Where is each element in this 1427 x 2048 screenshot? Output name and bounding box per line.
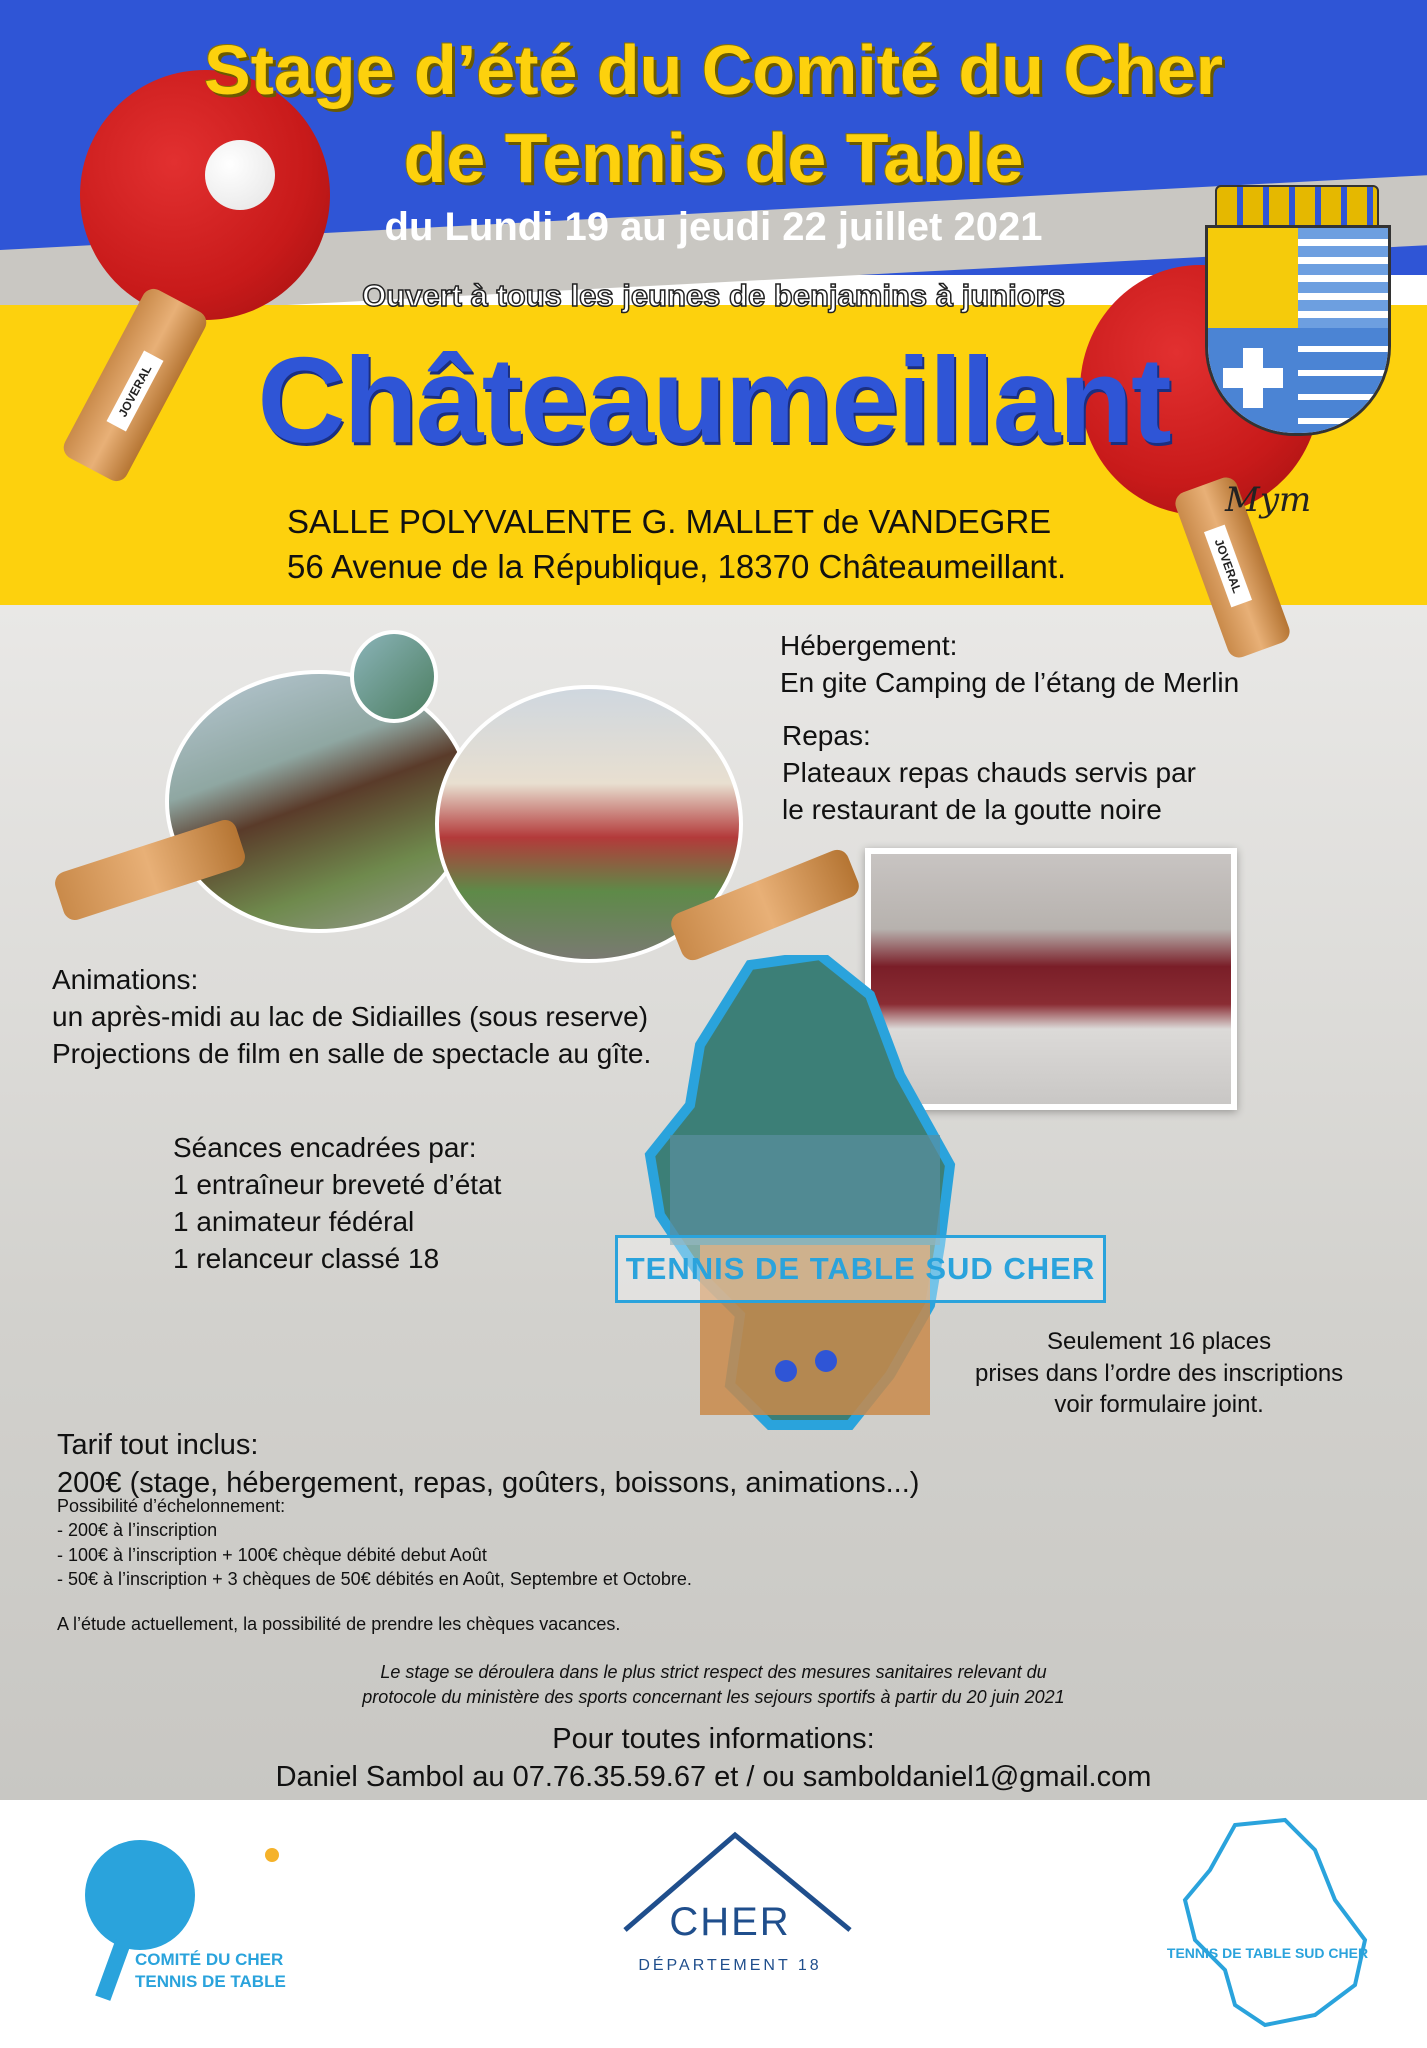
- comite-line1: COMITÉ DU CHER: [135, 1950, 284, 1969]
- cheques-vacances-note: A l’étude actuellement, la possibilité de prendre les chèques vacances.: [57, 1614, 621, 1634]
- camping-sign-photo: [350, 630, 438, 723]
- seances-item: 1 animateur fédéral: [173, 1205, 415, 1237]
- ball-icon: [265, 1848, 279, 1862]
- animations-block: [52, 962, 651, 1073]
- sud-cher-logo: [1155, 1810, 1380, 2035]
- sud-cher-label: TENNIS DE TABLE SUD CHER: [1166, 1945, 1369, 1961]
- payment-step: - 200€ à l’inscription: [57, 1520, 218, 1541]
- comite-line2: TENNIS DE TABLE: [135, 1972, 286, 1991]
- animations-line2: Projections de film en salle de spectacle au gîte.: [52, 1037, 652, 1069]
- gite-photo: [165, 670, 473, 933]
- departement-label: DÉPARTEMENT 18: [638, 1957, 822, 1974]
- animations-line1: un après-midi au lac de Sidiailles (sous reserve): [52, 1000, 649, 1032]
- paddle-brand-label-right: JOVERAL: [1204, 525, 1252, 608]
- tarif-price: 200€ (stage, hébergement, repas, goûters, boissons, animations...): [57, 1467, 920, 1500]
- paddle-brand-label: JOVERAL: [107, 351, 164, 432]
- poster-title-line1: Stage d’été du Comité du Cher: [204, 31, 1223, 109]
- payment-step: - 50€ à l’inscription + 3 chèques de 50€ débités en Août, Septembre et Octobre.: [57, 1568, 692, 1589]
- town-name: Châteaumeillant: [257, 332, 1170, 468]
- seances-item: 1 entraîneur breveté d’état: [173, 1168, 502, 1200]
- tarif-block: [57, 1426, 919, 1503]
- comite-du-cher-logo: [85, 1840, 305, 2010]
- sanitary-line2: protocole du ministère des sports concernant les sejours sportifs à partir du 20 juin 2021: [362, 1687, 1065, 1708]
- sanitary-line1: Le stage se déroulera dans le plus strict respect des mesures sanitaires relevant du: [380, 1662, 1047, 1682]
- repas-block: [782, 718, 1196, 829]
- places-line1: Seulement 16 places: [1047, 1328, 1272, 1355]
- venue-name: SALLE POLYVALENTE G. MALLET de VANDEGRE: [287, 503, 1052, 540]
- tarif-label: Tarif tout inclus:: [57, 1429, 259, 1461]
- places-line2: prises dans l’ordre des inscriptions: [975, 1359, 1344, 1387]
- seances-block: [173, 1130, 501, 1278]
- poster-title-line2: de Tennis de Table: [403, 119, 1024, 197]
- hebergement-label: Hébergement:: [780, 630, 958, 661]
- contact-details: Daniel Sambol au 07.76.35.59.67 et / ou samboldaniel1@gmail.com: [275, 1761, 1152, 1793]
- repas-line1: Plateaux repas chauds servis par: [782, 756, 1196, 788]
- event-dates: du Lundi 19 au jeudi 22 juillet 2021: [384, 205, 1043, 249]
- hebergement-block: [780, 628, 1239, 702]
- hebergement-text: En gite Camping de l’étang de Merlin: [780, 666, 1240, 698]
- cher-wordmark: CHER: [669, 1900, 791, 1944]
- sanitary-notice: [0, 1660, 1427, 1710]
- animations-label: Animations:: [52, 964, 199, 995]
- cher-departement-logo: [610, 1830, 860, 1990]
- payment-step: - 100€ à l’inscription + 100€ chèque débité debut Août: [57, 1544, 487, 1565]
- places-line3: voir formulaire joint.: [1054, 1391, 1264, 1419]
- sud-cher-map-icon: [1155, 1810, 1380, 2035]
- seances-item: 1 relanceur classé 18: [173, 1242, 440, 1274]
- places-block: [975, 1326, 1343, 1421]
- paddle-logo-icon: [85, 1840, 195, 1950]
- payment-steps: [57, 1494, 692, 1591]
- steps-title: Possibilité d’échelonnement:: [57, 1496, 286, 1516]
- players-icon: [765, 1340, 855, 1400]
- repas-line2: le restaurant de la goutte noire: [782, 793, 1162, 825]
- repas-label: Repas:: [782, 720, 871, 751]
- signature: Mym: [1225, 480, 1312, 520]
- club-banner: TENNIS DE TABLE SUD CHER: [615, 1235, 1106, 1303]
- venue-address: 56 Avenue de la République, 18370 Châteaumeillant.: [287, 548, 1067, 585]
- audience-subtitle: Ouvert à tous les jeunes de benjamins à juniors: [362, 278, 1065, 313]
- seances-label: Séances encadrées par:: [173, 1132, 477, 1163]
- contact-heading: Pour toutes informations:: [552, 1723, 875, 1755]
